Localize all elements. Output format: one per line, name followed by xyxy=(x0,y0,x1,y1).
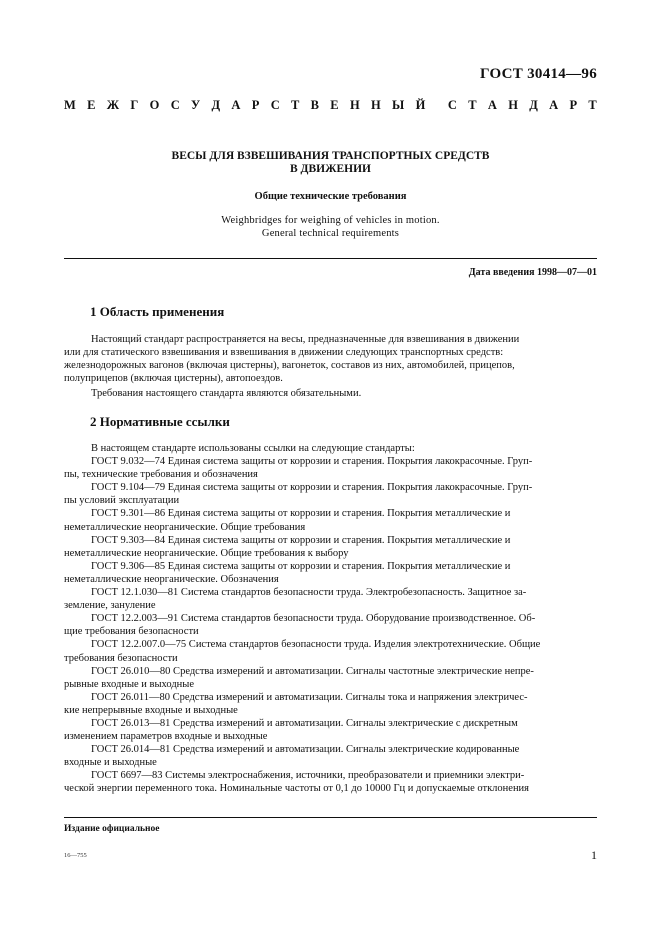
heading-letter: Н xyxy=(370,98,381,112)
paragraph-line: или для статического взвешивания и взвешивания в движении следующих транспортных средств: xyxy=(64,347,504,358)
reference-line: требования безопасности xyxy=(64,652,178,664)
reference-line: ГОСТ 9.032—74 Единая система защиты от коррозии и старения. Покрытия лакокрасочные. Груп- xyxy=(91,456,533,468)
paragraph-line: Требования настоящего стандарта являются обязательными. xyxy=(91,388,362,399)
section-1-paragraph-2 xyxy=(64,387,597,400)
reference-line: пы, технические требования и обозначения xyxy=(64,469,258,481)
reference-line: щие требования безопасности xyxy=(64,626,199,638)
reference-line: неметаллические неорганические. Обозначения xyxy=(64,573,279,585)
footer-divider xyxy=(64,817,597,818)
title-line-1: ВЕСЫ ДЛЯ ВЗВЕШИВАНИЯ ТРАНСПОРТНЫХ СРЕДСТВ xyxy=(171,150,490,162)
heading-letter: У xyxy=(191,98,201,112)
heading-letter: Р xyxy=(569,98,578,112)
reference-line: ГОСТ 26.014—81 Средства измерений и автоматизации. Сигналы электрические кодированные xyxy=(91,744,520,756)
heading-letter: Ы xyxy=(392,98,405,112)
print-code: 16—755 xyxy=(64,852,87,859)
heading-letter: Ж xyxy=(106,98,120,112)
heading-letter: Р xyxy=(251,98,260,112)
heading-letter: Й xyxy=(415,98,426,112)
heading-letter: Т xyxy=(468,98,477,112)
paragraph-line: железнодорожных вагонов (включая цистерны), вагонеток, составов из них, автомобилей, прицепов, xyxy=(64,360,515,371)
reference-line: ГОСТ 9.301—86 Единая система защиты от коррозии и старения. Покрытия металлические и xyxy=(91,508,511,520)
reference-line: неметаллические неорганические. Общие требования xyxy=(64,521,306,533)
heading-letter: С xyxy=(447,98,457,112)
title-line-2: В ДВИЖЕНИИ xyxy=(290,163,371,175)
edition-label: Издание официальное xyxy=(64,824,160,834)
section-1-heading: 1 Область применения xyxy=(90,304,225,319)
heading-letter: С xyxy=(170,98,180,112)
heading-letter: Н xyxy=(508,98,518,112)
reference-line: изменением параметров входные и выходные xyxy=(64,731,268,743)
heading-letter: Г xyxy=(130,98,139,112)
reference-line: кие непрерывные входные и выходные xyxy=(64,704,238,716)
english-title-line-2: General technical requirements xyxy=(261,228,400,239)
section-2-heading: 2 Нормативные ссылки xyxy=(90,414,230,429)
reference-line: ГОСТ 12.1.030—81 Система стандартов безопасности труда. Электробезопасность. Защитное за- xyxy=(91,587,527,599)
reference-line: ГОСТ 12.2.003—91 Система стандартов безопасности труда. Оборудование производственное. Об- xyxy=(91,613,536,625)
effective-date: Дата введения 1998—07—01 xyxy=(468,267,597,278)
english-title xyxy=(64,214,597,240)
reference-line: пы условий эксплуатации xyxy=(64,495,180,507)
heading-letter: А xyxy=(549,98,559,112)
reference-line: ГОСТ 12.2.007.0—75 Система стандартов безопасности труда. Изделия электротехнические. Общие xyxy=(91,639,541,651)
reference-line: ГОСТ 26.010—80 Средства измерений и автоматизации. Сигналы частотные электрические непре- xyxy=(91,665,534,677)
heading-letter: Д xyxy=(529,98,538,112)
reference-line: ГОСТ 26.011—80 Средства измерений и автоматизации. Сигналы тока и напряжения электричес- xyxy=(91,691,528,703)
document-title xyxy=(64,150,597,176)
interstate-standard-heading xyxy=(64,98,597,113)
heading-letter: Е xyxy=(87,98,96,112)
english-title-line-1: Weighbridges for weighing of vehicles in motion. xyxy=(221,215,440,226)
reference-line: ческой энергии переменного тока. Номинальные частоты от 0,1 до 10000 Гц и допускаемые отклонения xyxy=(64,783,530,795)
heading-letter: Н xyxy=(349,98,360,112)
reference-line: ГОСТ 9.306—85 Единая система защиты от коррозии и старения. Покрытия металлические и xyxy=(91,560,511,572)
heading-letter: Е xyxy=(330,98,339,112)
standard-code: ГОСТ 30414—96 xyxy=(479,66,597,82)
reference-line: ГОСТ 6697—83 Системы электроснабжения, источники, преобразователи и приемники электри- xyxy=(91,770,525,782)
reference-line: ГОСТ 26.013—81 Средства измерений и автоматизации. Сигналы электрические с дискретным xyxy=(91,717,518,729)
reference-line: ГОСТ 9.303—84 Единая система защиты от коррозии и старения. Покрытия металлические и xyxy=(91,534,511,546)
heading-letter: О xyxy=(149,98,160,112)
heading-letter: М xyxy=(64,98,76,112)
paragraph-line: полуприцепов (включая цистерны), автопоездов. xyxy=(64,373,283,384)
heading-letter: Т xyxy=(291,98,300,112)
page-number: 1 xyxy=(591,848,597,862)
heading-letter: А xyxy=(487,98,497,112)
heading-letter: Т xyxy=(588,98,597,112)
heading-letter: В xyxy=(310,98,319,112)
reference-line: неметаллические неорганические. Общие требования к выбору xyxy=(64,547,349,559)
reference-line: В настоящем стандарте использованы ссылки на следующие стандарты: xyxy=(91,443,415,454)
heading-letter: Д xyxy=(211,98,221,112)
reference-line: рывные входные и выходные xyxy=(64,678,195,690)
normative-references-list xyxy=(64,442,597,796)
document-subtitle: Общие технические требования xyxy=(254,191,407,202)
heading-letter: С xyxy=(270,98,280,112)
section-1-paragraph xyxy=(64,333,597,385)
heading-letter: А xyxy=(231,98,241,112)
reference-line: входные и выходные xyxy=(64,757,157,769)
paragraph-line: Настоящий стандарт распространяется на весы, предназначенные для взвешивания в движении xyxy=(91,334,520,345)
reference-line: ГОСТ 9.104—79 Единая система защиты от коррозии и старения. Покрытия лакокрасочные. Груп- xyxy=(91,482,533,494)
reference-line: земление, зануление xyxy=(64,600,156,612)
header-divider xyxy=(64,258,597,259)
